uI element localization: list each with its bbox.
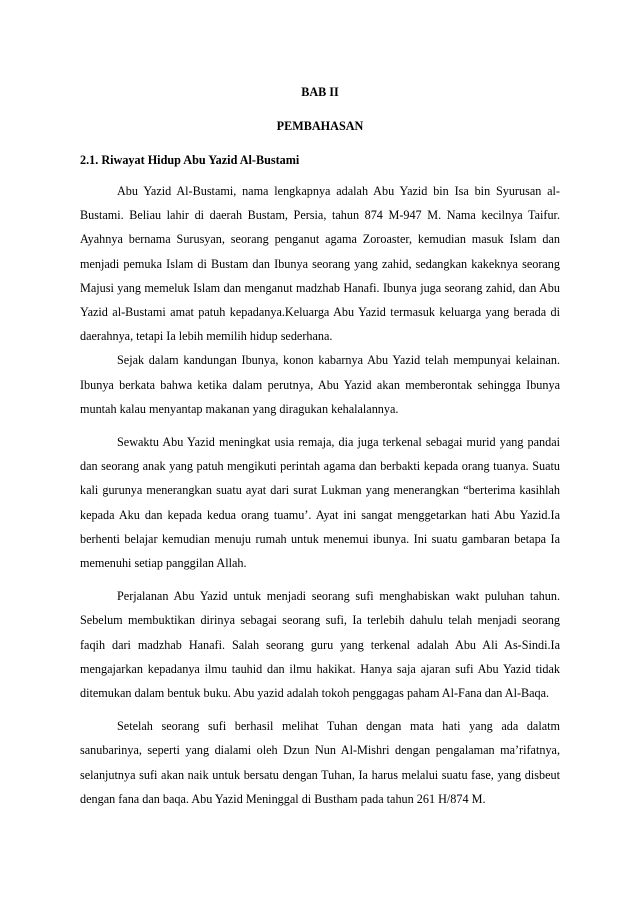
chapter-title: PEMBAHASAN [276, 119, 364, 133]
page-content [80, 72, 560, 811]
paragraph: Perjalanan Abu Yazid untuk menjadi seorang sufi menghabiskan wakt puluhan tahun. Sebelum membuktikan dirinya sebagai seorang sufi, Ia terlebih dahulu telah menjadi seorang faqih dari madzhab Hanafi. Salah seorang guru yang terkenal adalah Abu Ali As-Sindi.Ia mengajarkan kepadanya ilmu tauhid dan ilmu hakikat. Hanya saja ajaran sufi Abu Yazid tidak ditemukan dalam bentuk buku. Abu yazid adalah tokoh penggagas paham Al-Fana dan Al-Baqa. [80, 589, 560, 701]
paragraph: Sejak dalam kandungan Ibunya, konon kabarnya Abu Yazid telah mempunyai kelainan. Ibunya berkata bahwa ketika dalam perutnya, Abu Yazid akan memberontak sehingga Ibunya muntah kalau menyantap makanan yang diragukan kehalalannya. [80, 353, 560, 416]
paragraph: Setelah seorang sufi berhasil melihat Tuhan dengan mata hati yang ada dalatm sanubarinya, seperti yang dialami oleh Dzun Nun Al-Mishri dengan pengalaman ma’rifatnya, selanjutnya sufi akan naik untuk bersatu dengan Tuhan, Ia harus melalui suatu fase, yang disbeut dengan fana dan baqa. Abu Yazid Meninggal di Bustham pada tahun 261 H/874 M. [80, 719, 560, 806]
paragraph: Abu Yazid Al-Bustami, nama lengkapnya adalah Abu Yazid bin Isa bin Syurusan al-Bustami. Beliau lahir di daerah Bustam, Persia, tahun 874 M-947 M. Nama kecilnya Taifur. Ayahnya bernama Surusyan, seorang penganut agama Zoroaster, kemudian masuk Islam dan menjadi pemuka Islam di Bustam dan Ibunya seorang yang zahid, sedangkan kakeknya seorang Majusi yang memeluk Islam dan menganut madzhab Hanafi. Ibunya juga seorang zahid, dan Abu Yazid al-Bustami amat patuh kepadanya.Keluarga Abu Yazid termasuk keluarga yang berada di daerahnya, tetapi Ia lebih memilih hidup sederhana. [80, 184, 560, 344]
chapter-heading: BAB II [301, 85, 339, 99]
section-title: 2.1. Riwayat Hidup Abu Yazid Al-Bustami [80, 153, 300, 167]
paragraph: Sewaktu Abu Yazid meningkat usia remaja, dia juga terkenal sebagai murid yang pandai dan seorang anak yang patuh mengikuti perintah agama dan berbakti kepada orang tuanya. Suatu kali gurunya menerangkan suatu ayat dari surat Lukman yang menerangkan “berterima kasihlah kepada Aku dan kepada kedua orang tuamu’. Ayat ini sangat menggetarkan hati Abu Yazid.Ia berhenti belajar kemudian menuju rumah untuk menemui ibunya. Ini suatu gambaran betapa Ia memenuhi setiap panggilan Allah. [80, 435, 560, 571]
